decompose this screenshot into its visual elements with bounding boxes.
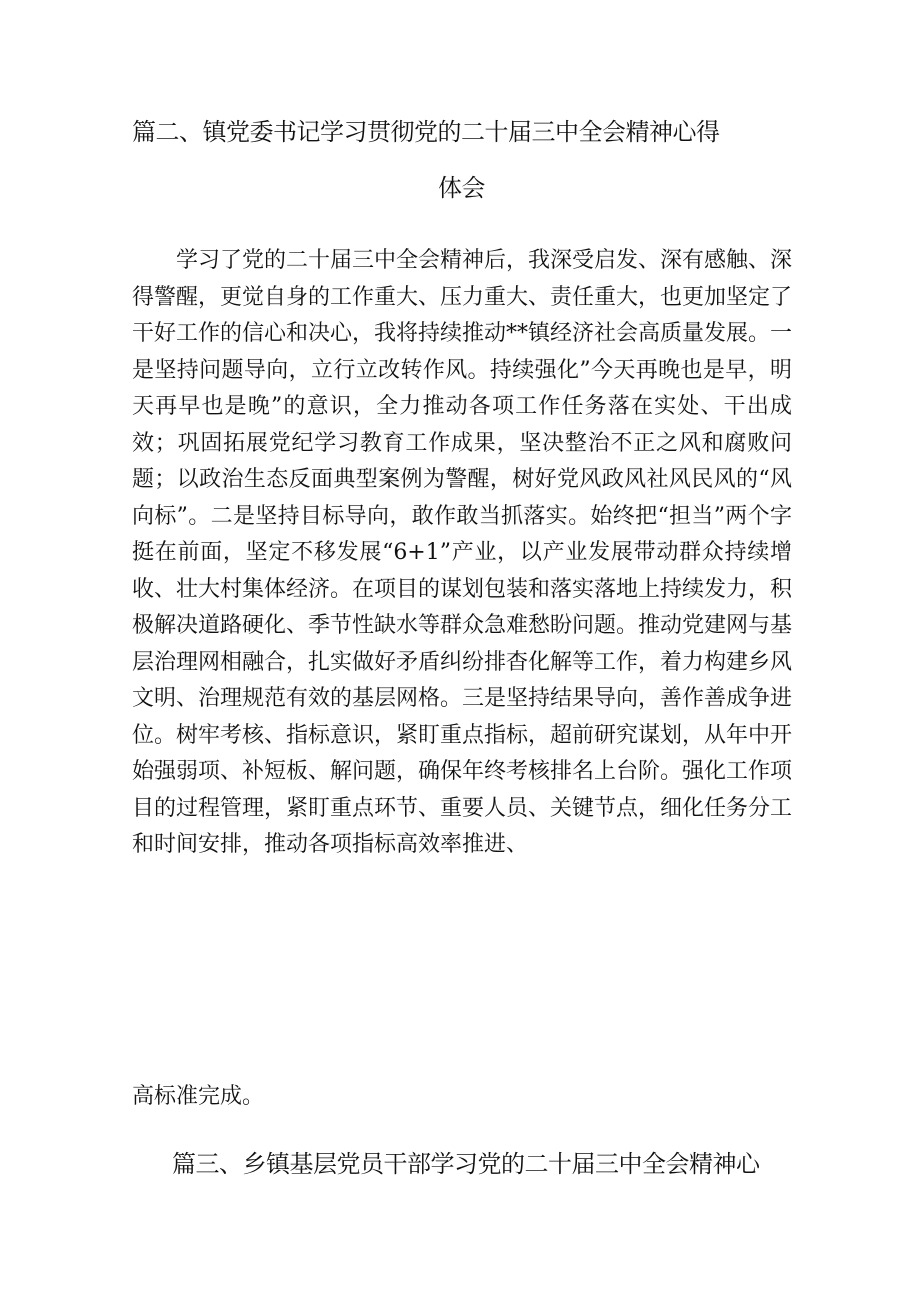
next-article-title: 篇三、乡镇基层党员干部学习党的二十届三中全会精神心 xyxy=(172,1150,760,1178)
article-title-line-1: 篇二、镇党委书记学习贯彻党的二十届三中全会精神心得 xyxy=(132,118,720,146)
article-body-paragraph: 学习了党的二十届三中全会精神后，我深受启发、深有感触、深得警醒，更觉自身的工作重大、压力重大、责任重大，也更加坚定了干好工作的信心和决心，我将持续推动**镇经济社会高质量发展。一是坚持问题导向，立行立改转作风。持续强化”今天再晚也是早，明天再早也是晚”的意识，全力推动各项工作任务落在实处、干出成效；巩固拓展党纪学习教育工作成果，坚决整治不正之风和腐败问题；以政治生态反面典型案例为警醒，树好党风政风社风民风的“风向标”。二是坚持目标导向，敢作敢当抓落实。始终把“担当”两个字挺在前面，坚定不移发展“6+1”产业，以产业发展带动群众持续增收、壮大村集体经济。在项目的谋划包装和落实落地上持续发力，积极解决道路硬化、季节性缺水等群众急难愁盼问题。推动党建网与基层治理网相融合，扎实做好矛盾纠纷排杳化解等工作，着力构建乡风文明、治理规范有效的基层网格。三是坚持结果导向，善作善成争进位。树牢考核、指标意识，紧盯重点指标，超前研究谋划，从年中开始强弱项、补短板、解问题，确保年终考核排名上台阶。强化工作项目的过程管理，紧盯重点环节、重要人员、关键节点，细化任务分工和时间安排，推动各项指标高效率推进、 xyxy=(132,248,793,857)
article-body-last-line: 高标准完成。 xyxy=(132,1084,265,1109)
article-title-line-2: 体会 xyxy=(438,174,485,202)
